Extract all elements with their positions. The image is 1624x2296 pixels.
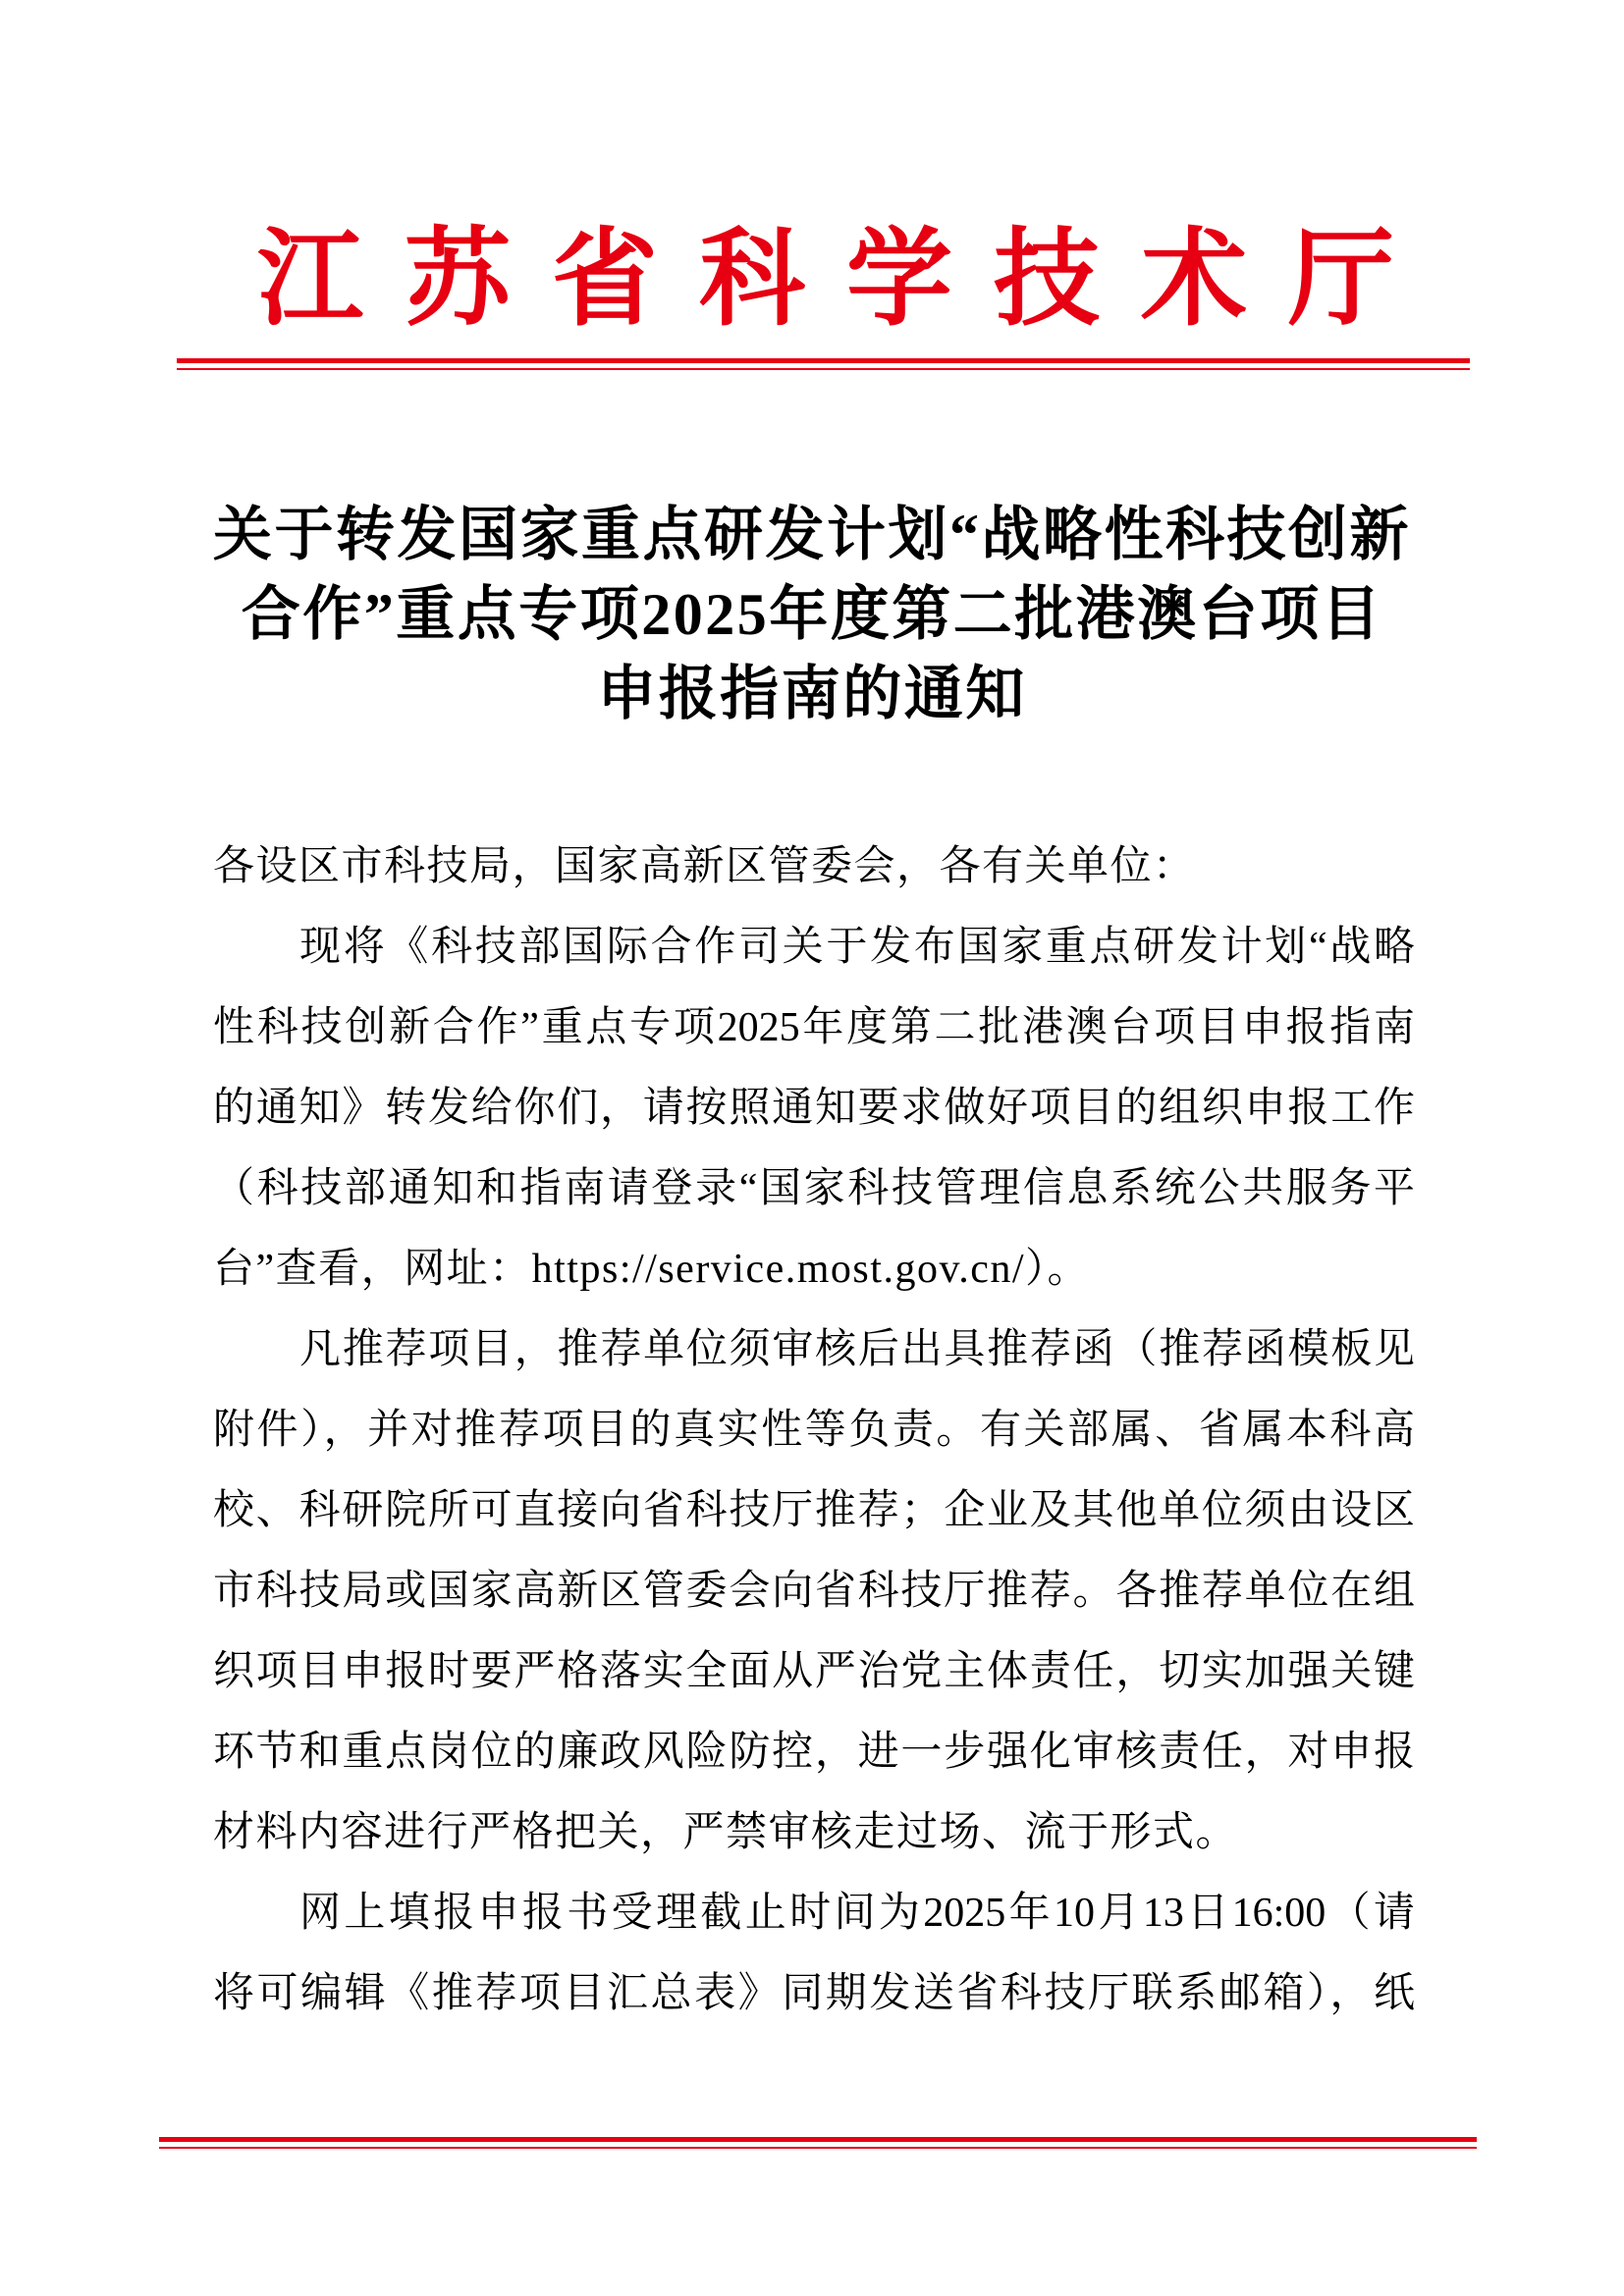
footer-rule-thick [159, 2137, 1477, 2142]
body-line: 网上填报申报书受理截止时间为2025年10月13日16:00（请 [299, 1891, 1415, 1936]
title-line: 关于转发国家重点研发计划“战略性科技创新 [213, 503, 1411, 567]
body-line: 材料内容进行严格把关，严禁审核走过场、流于形式。 [213, 1810, 1239, 1855]
body-line: 台”查看，网址：https://service.most.gov.cn/）。 [213, 1247, 1091, 1292]
title-line: 合作”重点专项2025年度第二批港澳台项目 [241, 582, 1383, 647]
body-line: 现将《科技部国际合作司关于发布国家重点研发计划“战略 [299, 925, 1415, 970]
document-title [0, 496, 1624, 734]
letterhead-rule-thin [177, 368, 1470, 370]
body-line: 的通知》转发给你们，请按照通知要求做好项目的组织申报工作 [213, 1086, 1415, 1131]
body-line: 织项目申报时要严格落实全面从严治党主体责任，切实加强关键 [213, 1649, 1415, 1694]
body-line: 性科技创新合作”重点专项2025年度第二批港澳台项目申报指南 [213, 1005, 1415, 1050]
body-line: 环节和重点岗位的廉政风险防控，进一步强化审核责任，对申报 [213, 1730, 1415, 1775]
document-body [213, 827, 1415, 2034]
body-line: 将可编辑《推荐项目汇总表》同期发送省科技厅联系邮箱），纸 [213, 1971, 1415, 2016]
salutation: 各设区市科技局，国家高新区管委会，各有关单位： [213, 844, 1196, 889]
footer-rule-thin [159, 2147, 1477, 2149]
paragraph [213, 1309, 1415, 1873]
paragraph [213, 1873, 1415, 2034]
body-line: （科技部通知和指南请登录“国家科技管理信息系统公共服务平 [213, 1166, 1415, 1211]
body-line: 校、科研院所可直接向省科技厅推荐；企业及其他单位须由设区 [213, 1488, 1415, 1533]
body-line: 附件），并对推荐项目的真实性等负责。有关部属、省属本科高 [213, 1408, 1415, 1453]
title-line: 申报指南的通知 [597, 662, 1027, 726]
body-line: 市科技局或国家高新区管委会向省科技厅推荐。各推荐单位在组 [213, 1569, 1415, 1614]
issuer-letterhead: 江苏省科学技术厅 [257, 217, 1436, 341]
body-line: 凡推荐项目，推荐单位须审核后出具推荐函（推荐函模板见 [299, 1327, 1415, 1372]
paragraph [213, 907, 1415, 1309]
letterhead-rule-thick [177, 358, 1470, 363]
